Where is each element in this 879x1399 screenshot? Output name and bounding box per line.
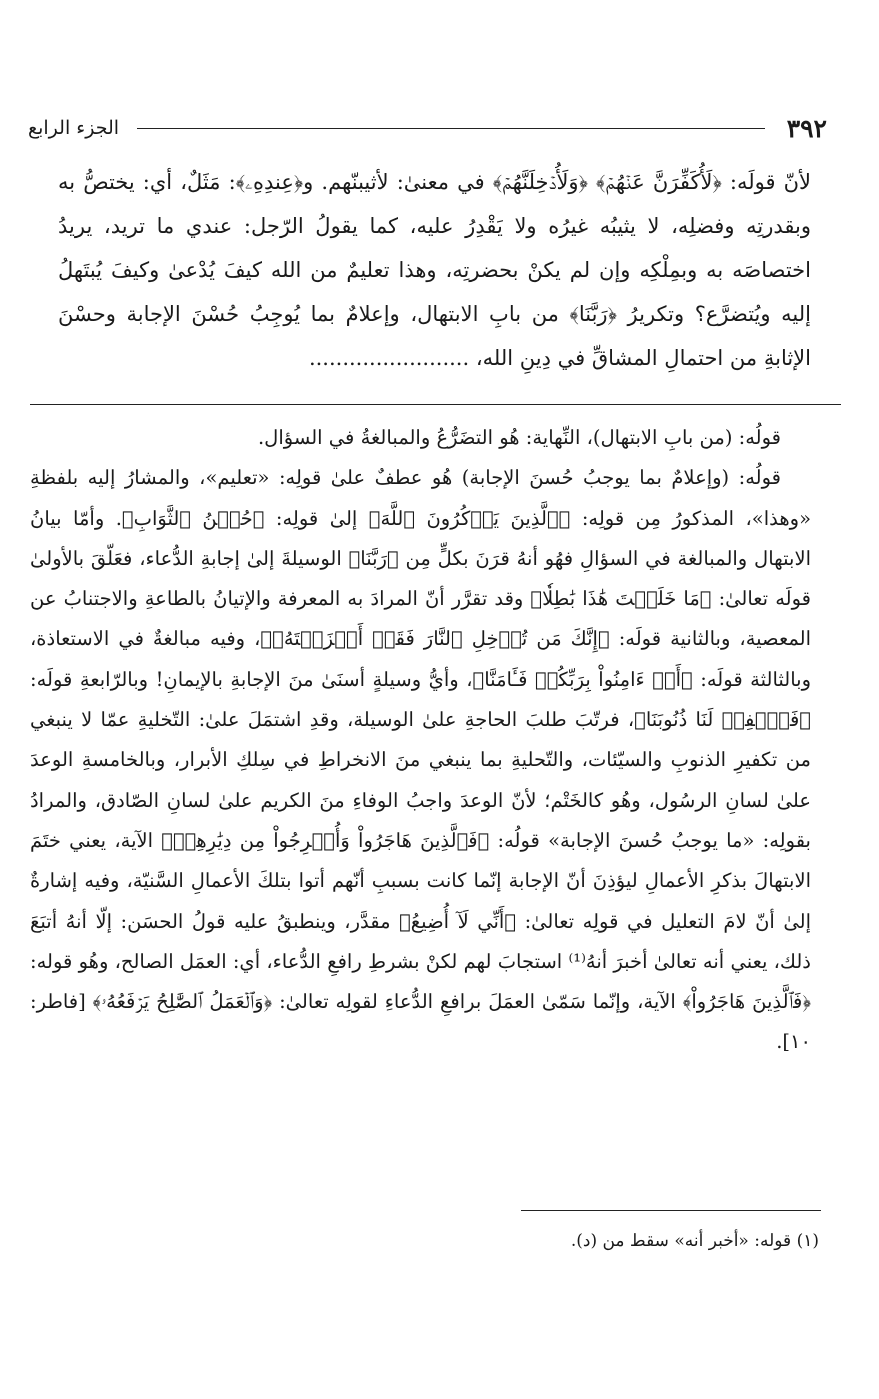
header-rule [137,128,765,129]
main-paragraph [58,160,811,380]
commentary-paragraph: قولُه: (وإعلامٌ بما يوجبُ حُسنَ الإجابة) هُو عطفٌ علىٰ قولِه: «تعليم»، والمشارُ إليه بلفظةِ «وهذا»، المذكورُ مِن قولِه: ﴿ٱلَّذِينَ يَذۡكُرُونَ ٱللَّهَ﴾ إلىٰ قولِه: ﴿حُسۡنُ ٱلثَّوَابِ﴾. وأمّا بيانُ الابتهال والمبالغة في السؤالِ فهُو أنهُ قرَنَ بكلٍّ مِن ﴿رَبَّنَا﴾ الوسيلةَ إلىٰ إجابةِ الدُّعاء، فعَلّقَ بالأولىٰ قولَه تعالىٰ: ﴿مَا خَلَقۡتَ هَٰذَا بَٰطِلٗا﴾ وقد تقرَّر أنّ المرادَ به المعرفة والإتيانُ بالطاعةِ والاجتنابُ عن المعصية، وبالثانية قولَه: ﴿إِنَّكَ مَن تُدۡخِلِ ٱلنَّارَ فَقَدۡ أَخۡزَيۡتَهُۥ﴾، وفيه مبالغةٌ في الاستعاذة، وبالثالثة قولَه: ﴿أَنۡ ءَامِنُواْ بِرَبِّكُمۡ فَـَٔامَنَّا﴾، وأيُّ وسيلةٍ أسنَىٰ منَ الإجابةِ بالإيمانِ! وبالرّابعةِ قولَه: ﴿فَٱغۡفِرۡ لَنَا ذُنُوبَنَا﴾، فرتّبَ طلبَ الحاجةِ علىٰ الوسيلة، وقدِ اشتمَلَ علىٰ: التّخليةِ عمّا لا ينبغي من تكفيرِ الذنوبِ والسيّئات، والتّحليةِ بما ينبغي منَ الانخراطِ في سِلكِ الأبرار، وبالخامسةِ الوعدَ علىٰ لسانِ الرسُول، وهُو كالخَتْم؛ لأنّ الوعدَ واجبُ الوفاءِ منَ الكريم علىٰ لسانِ الصّادق، والمرادُ بقولِه: «ما يوجبُ حُسنَ الإجابة» قولُه: ﴿فَٱلَّذِينَ هَاجَرُواْ وَأُخۡرِجُواْ مِن دِيَٰرِهِمۡ﴾ الآية، يعني ختَمَ الابتهالَ بذكرِ الأعمالِ ليؤذِنَ أنّ الإجابة إنّما كانت بسببِ أنّهم أتوا بتلكَ الأعمالِ السَّنيّة، وفيه إشارةٌ إلىٰ أنّ لامَ التعليل في قولِه تعالىٰ: ﴿أَنِّي لَآ أُضِيعُ﴾ مقدَّر، وينطبقُ عليه قولُ الحسَن: إلّا أنهُ أتبَعَ ذلك، يعني أنه تعالىٰ أخبرَ أنهُ⁽¹⁾ استجابَ لهم لكنْ بشرطِ رافعِ الدُّعاء، أي: العمَل الصالح، وهُو قوله: ﴿فَٱلَّذِينَ هَاجَرُواْ﴾ الآية، وإنّما سَمّىٰ العمَلَ برافعِ الدُّعاءِ لقولِه تعالىٰ: ﴿وَٱلۡعَمَلُ ٱلصَّٰلِحُ يَرۡفَعُهُۥ﴾ [فاطر: ١٠]. [30,466,811,1054]
part-label: الجزء الرابع [28,117,120,139]
main-text [58,160,811,380]
footnote-divider [521,1210,821,1211]
main-divider [30,404,841,405]
commentary-paragraph: قولُه: (من بابِ الابتهال)، النِّهاية: هُو التضَرُّعُ والمبالغةُ في السؤال. [257,426,781,449]
footnote: (١) قوله: «أخبر أنه» سقط من (د). [570,1231,819,1251]
continuation-dots: ........................ [308,346,470,370]
main-paragraph-text: لأنّ قولَه: ﴿لَأُكَفِّرَنَّ عَنۡهُمۡ﴾ ﴿وَلَأُدۡخِلَنَّهُمۡ﴾ في معنىٰ: لأثيبنّهم. و﴿عِندِهِۦ﴾: مَثَلٌ، أي: يختصُّ به وبقدرتِه وفضلِه، لا يثيبُه غيرُه ولا يَقْدِرُ عليه، كما يقولُ الرّجل: عندي ما تريد، يريدُ اختصاصَه به وبمِلْكِه وإن لم يكنْ بحضرتِه، وهذا تعليمٌ من الله كيفَ يُدْعىٰ وكيفَ يُبتَهلُ إليه ويُتضرَّع؟ وتكريرُ ﴿رَبَّنَا﴾ من بابِ الابتهال، وإعلامٌ بما يُوجِبُ حُسْنَ الإجابة وحسْنَ الإثابةِ من احتمالِ المشاقِّ في دِينِ الله، [58,170,811,370]
page-number: ٣٩٢ [786,113,827,143]
page-header [28,108,827,148]
commentary [30,418,811,1063]
